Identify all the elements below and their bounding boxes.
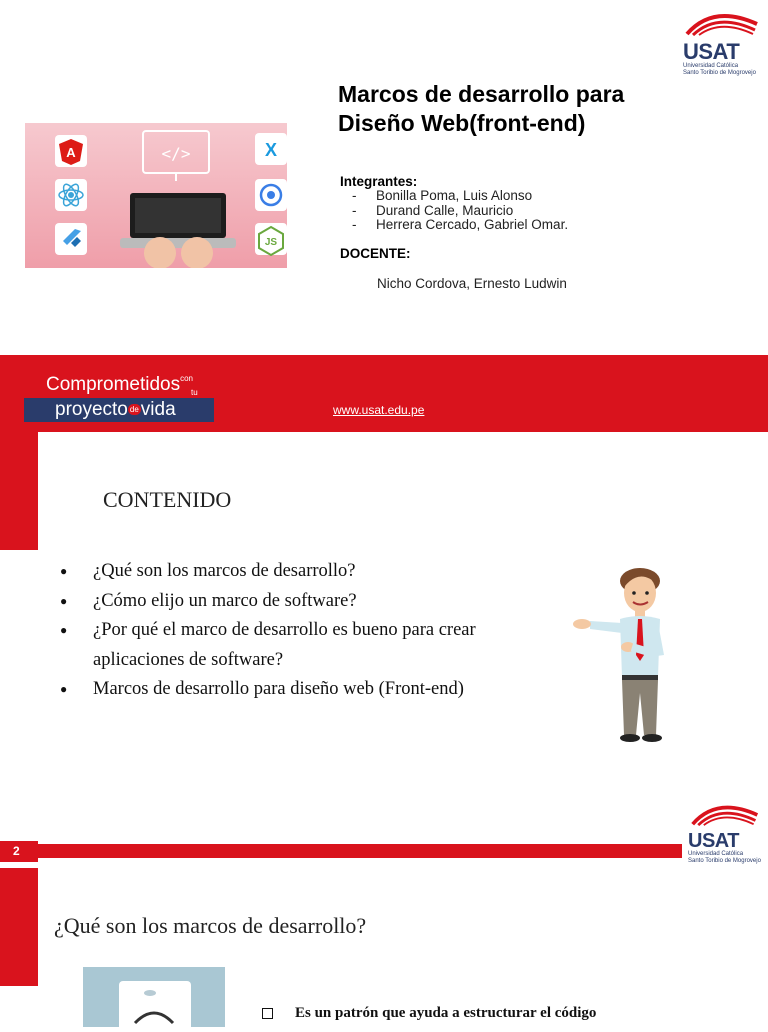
teacher-label: DOCENTE: <box>340 246 411 261</box>
slide-number: 2 <box>0 841 38 862</box>
presenter-illustration <box>570 565 675 750</box>
svg-text:A: A <box>66 145 76 160</box>
usat-arc-icon <box>683 10 761 36</box>
camera-illustration-icon <box>83 967 225 1027</box>
member-item: - Herrera Cercado, Gabriel Omar. <box>352 217 569 232</box>
slide-3-heading: ¿Qué son los marcos de desarrollo? <box>54 913 367 938</box>
member-item: - Durand Calle, Mauricio <box>352 202 514 218</box>
slide-title <box>338 80 738 138</box>
slide-3-header-bar <box>38 844 682 858</box>
website-link[interactable]: www.usat.edu.pe <box>333 403 425 417</box>
usat-logo-2 <box>688 802 768 865</box>
contents-heading: CONTENIDO <box>103 487 232 512</box>
list-item: ● ¿Qué son los marcos de desarrollo? <box>60 557 510 587</box>
list-item: ● ¿Cómo elijo un marco de software? <box>60 587 510 617</box>
members-list <box>352 189 568 233</box>
contents-list <box>60 557 510 705</box>
laptop-frameworks-illustration <box>25 123 287 268</box>
banner-line1-small: tu <box>191 388 198 397</box>
slide-3-side-bar <box>0 868 38 986</box>
logo-sub1: Universidad Católica <box>688 851 744 857</box>
slide-3-point: Es un patrón que ayuda a estructurar el código <box>262 1005 596 1022</box>
slide-title-line2: Diseño Web(front-end) <box>338 110 586 136</box>
members-label: Integrantes: <box>340 174 418 189</box>
teacher-name: Nicho Cordova, Ernesto Ludwin <box>377 276 567 291</box>
code-symbol: </> <box>161 144 191 163</box>
banner-line2: proyecto de vida <box>55 399 176 420</box>
slide-3-image <box>83 967 225 1027</box>
list-item: ● ¿Por qué el marco de desarrollo es bueno para crear aplicaciones de software? <box>60 616 510 675</box>
man-presenting-icon <box>570 565 675 745</box>
logo-name: USAT <box>688 830 739 852</box>
svg-text:X: X <box>264 140 278 160</box>
slide-title-line1: Marcos de desarrollo para <box>338 81 625 107</box>
usat-arc-icon <box>688 802 762 826</box>
svg-text:JS: JS <box>264 237 278 248</box>
hero-image <box>25 123 287 268</box>
logo-sub2: Santo Toribio de Mogrovejo <box>683 70 756 77</box>
checkbox-bullet-icon <box>262 1008 273 1019</box>
slide-2-side-bar <box>0 432 38 550</box>
logo-name: USAT <box>683 39 740 64</box>
usat-logo <box>683 10 763 77</box>
banner-line1: Comprometidos$^{con}$ <box>46 374 194 395</box>
list-item: ● Marcos de desarrollo para diseño web (Front-end) <box>60 675 510 705</box>
member-item: - Bonilla Poma, Luis Alonso <box>352 188 533 203</box>
logo-sub1: Universidad Católica <box>683 63 739 69</box>
logo-sub2: Santo Toribio de Mogrovejo <box>688 858 761 865</box>
